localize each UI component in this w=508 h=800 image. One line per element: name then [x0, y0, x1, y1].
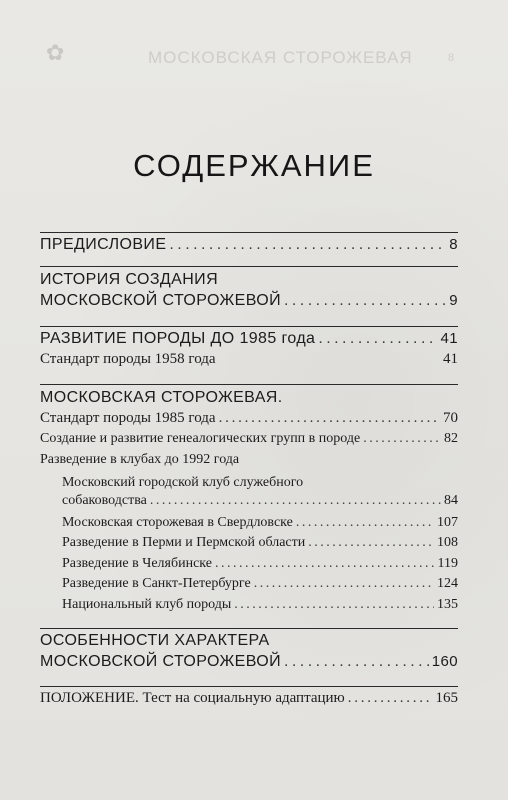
- leader-dots: [254, 576, 434, 592]
- dog-logo-icon: ✿: [46, 41, 65, 66]
- leader-dots: [284, 653, 429, 671]
- toc-entry-regulation[interactable]: [40, 690, 458, 707]
- leader-dots: [296, 515, 434, 531]
- toc-subsection-heading: Разведение в клубах до 1992 года: [40, 452, 240, 467]
- toc-entry-history[interactable]: [40, 292, 458, 310]
- toc-entry-page: 70: [443, 410, 458, 426]
- toc-section-heading: МОСКОВСКАЯ СТОРОЖЕВАЯ.: [40, 389, 283, 406]
- toc-entry-development[interactable]: [40, 330, 458, 348]
- toc-entry-page: 9: [449, 292, 458, 309]
- toc-entry-sverdlovsk[interactable]: [62, 515, 458, 531]
- leader-dots: [150, 493, 441, 509]
- leader-dots: [363, 431, 441, 447]
- leader-dots: [318, 330, 437, 348]
- toc-entry-chelyabinsk[interactable]: [62, 556, 458, 572]
- section-divider: [40, 326, 458, 327]
- toc-entry-page: 8: [449, 236, 458, 253]
- toc-entry-page: 41: [440, 330, 458, 347]
- toc-entry-label: Московский городской клуб служебного: [62, 475, 304, 490]
- leader-dots: [348, 690, 433, 707]
- toc-entry-page: 108: [437, 535, 458, 550]
- running-head: МОСКОВСКАЯ СТОРОЖЕВАЯ: [148, 48, 413, 67]
- toc-entry-label: ОСОБЕННОСТИ ХАРАКТЕРА: [40, 632, 270, 649]
- toc-entry-page: 119: [437, 556, 458, 571]
- toc-entry-page: 41: [443, 351, 458, 367]
- page-title: СОДЕРЖАНИЕ: [133, 148, 375, 183]
- toc-entry-page: 82: [444, 431, 458, 446]
- leader-dots: [215, 556, 435, 572]
- toc-entry-label: МОСКОВСКОЙ СТОРОЖЕВОЙ: [40, 292, 282, 309]
- toc-entry-standard-1958[interactable]: [40, 351, 458, 368]
- toc-entry-label: Стандарт породы 1958 года: [40, 351, 216, 367]
- toc-entry-label: Разведение в Челябинске: [62, 556, 212, 571]
- toc-entry-label: собаководства: [62, 493, 147, 508]
- leader-dots: [169, 236, 446, 254]
- leader-dots: [284, 292, 446, 310]
- section-divider: [40, 686, 458, 687]
- section-divider: [40, 232, 458, 233]
- toc-entry-standard-1985[interactable]: [40, 410, 458, 427]
- toc-entry-label: Разведение в Перми и Пермской области: [62, 535, 306, 550]
- toc-entry-label: ИСТОРИЯ СОЗДАНИЯ: [40, 271, 219, 288]
- toc-entry-perm[interactable]: [62, 535, 458, 551]
- toc-entry-label: МОСКОВСКОЙ СТОРОЖЕВОЙ: [40, 653, 282, 670]
- toc-entry-label: Московская сторожевая в Свердловске: [62, 515, 293, 530]
- toc-entry-label: Разведение в Санкт-Петербурге: [62, 576, 251, 591]
- toc-entry-label: Стандарт породы 1985 года: [40, 410, 216, 426]
- toc-entry-genealogy[interactable]: [40, 431, 458, 447]
- toc-entry-page: 107: [437, 515, 458, 530]
- toc-entry-page: 160: [431, 653, 458, 670]
- toc-entry-label: ПРЕДИСЛОВИЕ: [40, 236, 167, 253]
- toc-entry-character[interactable]: [40, 653, 458, 671]
- leader-dots: [219, 410, 440, 427]
- toc-entry-page: 84: [444, 493, 458, 508]
- toc-entry-spb[interactable]: [62, 576, 458, 592]
- toc-entry-label: РАЗВИТИЕ ПОРОДЫ ДО 1985 года: [40, 330, 316, 347]
- section-divider: [40, 628, 458, 629]
- toc-entry-label: ПОЛОЖЕНИЕ. Тест на социальную адаптацию: [40, 690, 345, 706]
- folio-number: 8: [448, 50, 454, 64]
- section-divider: [40, 266, 458, 267]
- toc-entry-page: 165: [435, 690, 458, 706]
- toc-entry-label: Национальный клуб породы: [62, 597, 232, 612]
- toc-entry-preface[interactable]: [40, 236, 458, 254]
- section-divider: [40, 384, 458, 385]
- toc-entry-label: Создание и развитие генеалогических групп в породе: [40, 431, 361, 446]
- leader-dots: [308, 535, 434, 551]
- toc-entry-national-club[interactable]: [62, 597, 458, 613]
- toc-entry-page: 124: [437, 576, 458, 591]
- leader-dots: [234, 597, 434, 613]
- toc-entry-page: 135: [437, 597, 458, 612]
- toc-entry-moscow-club[interactable]: [62, 493, 458, 509]
